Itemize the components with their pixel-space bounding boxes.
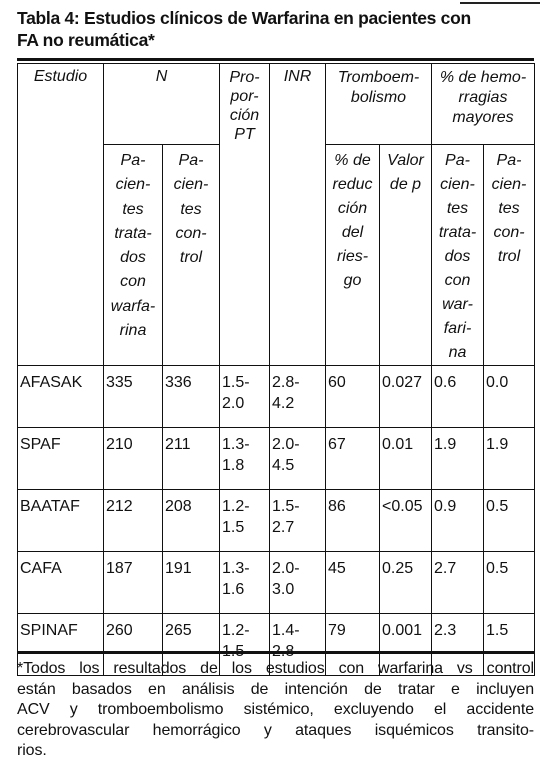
header-line: Valor [387,152,424,169]
range-line: 1.3- [222,560,250,577]
inr-cell [270,490,326,552]
p-value-cell: 0.25 [380,552,432,614]
header-line: Pa- [178,152,204,169]
header-line: rina [119,322,147,340]
bleeding-control-cell: 0.5 [484,552,535,614]
header-line: tes [498,200,520,217]
title-rule [17,58,534,61]
header-line: war- [442,296,473,313]
footnote-line: *Todos los resultados de los estudios con warfarina vs control [17,660,534,677]
range-line: 1.2- [222,622,250,639]
range-line: 1.4- [272,622,300,639]
study-name-cell: CAFA [18,552,104,614]
risk-reduction-cell: 79 [326,614,380,676]
range-line: 2.8- [272,374,300,391]
control-count-cell: 265 [163,614,220,676]
table-row [18,366,535,428]
study-name-cell: SPAF [18,428,104,490]
control-count-cell: 208 [163,490,220,552]
header-line: dos [120,249,146,267]
warfarin-trials-table [17,63,535,676]
bleeding-control-cell: 0.5 [484,490,535,552]
header-line: % de [334,152,371,169]
bleeding-treated-cell: 2.3 [432,614,484,676]
bleeding-control-cell: 1.9 [484,428,535,490]
header-line: del [341,224,364,241]
header-line: PT [234,126,255,143]
header-line: con [120,273,146,291]
footnote-line: cerebrovascular hemorrágico y ataques isquémicos transito- [17,721,534,739]
header-estudio: Estudio [18,64,104,366]
header-tromboembolismo [326,64,432,145]
footnote-line: están basados en análisis de intención de tratar e incluyen [17,680,534,698]
range-line: 1.6 [222,581,245,598]
table-row [18,428,535,490]
footnote [17,659,534,762]
header-line: de p [389,176,422,193]
header-row-1 [18,64,535,145]
range-line: 2.0- [272,560,300,577]
header-hemorragias [432,64,535,145]
header-tratados [104,145,163,366]
bleeding-control-cell: 1.5 [484,614,535,676]
risk-reduction-cell: 45 [326,552,380,614]
header-control [163,145,220,366]
range-line: 1.5- [222,374,250,391]
inr-cell [270,428,326,490]
risk-reduction-cell: 67 [326,428,380,490]
header-line: cien- [491,176,527,193]
table-title-line-1: Tabla 4: Estudios clínicos de Warfarina en pacientes con [17,8,471,28]
header-line: Pa- [496,152,522,169]
top-rule [460,2,540,4]
inr-cell [270,366,326,428]
header-hem-control [484,145,535,366]
risk-reduction-cell: 60 [326,366,380,428]
risk-reduction-cell: 86 [326,490,380,552]
bleeding-treated-cell: 0.9 [432,490,484,552]
range-line: 4.2 [272,395,295,412]
header-line: Tromboem- [337,69,420,86]
header-line: ción [337,200,368,217]
header-proporcion-pt [220,64,270,366]
pt-ratio-cell [220,366,270,428]
range-line: 1.5- [272,498,300,515]
header-line: fari- [443,320,472,337]
range-line: 2.0 [222,395,245,412]
header-line: Pa- [445,152,470,169]
control-count-cell: 336 [163,366,220,428]
bleeding-treated-cell: 2.7 [432,552,484,614]
header-line: ción [229,107,260,124]
p-value-cell: 0.001 [380,614,432,676]
treated-count-cell: 212 [104,490,163,552]
treated-count-cell: 187 [104,552,163,614]
range-line: 4.5 [272,457,295,474]
range-line: 1.3- [222,436,250,453]
treated-count-cell: 260 [104,614,163,676]
header-line: warfa- [110,297,156,315]
pt-ratio-cell [220,490,270,552]
treated-count-cell: 210 [104,428,163,490]
header-line: cien- [115,176,151,194]
range-line: 2.0- [272,436,300,453]
header-line: ries- [336,248,369,265]
header-line: con [444,272,471,289]
header-line: tes [122,200,144,218]
header-line: dos [444,248,471,265]
range-line: 3.0 [272,581,295,598]
header-line: trol [179,249,203,267]
table-row [18,490,535,552]
p-value-cell: 0.01 [380,428,432,490]
footnote-line: ACV y tromboembolismo sistémico, excluyendo el accidente [17,701,534,718]
header-line: mayores [452,109,514,126]
header-reduccion [326,145,380,366]
range-line: 1.8 [222,457,245,474]
header-line: bolismo [350,89,407,106]
header-line: reduc [332,176,373,193]
header-line: % de hemo- [439,69,527,86]
header-line: con- [175,224,207,242]
p-value-cell: 0.027 [380,366,432,428]
bottom-rule [17,651,534,654]
table-title-line-2: FA no reumática* [17,30,155,50]
header-hem-tratados [432,145,484,366]
pt-ratio-cell [220,428,270,490]
footnote-line: rios. [17,742,47,759]
header-line: cien- [173,176,209,194]
range-line: 1.5 [222,519,245,536]
header-line: rragias [458,89,508,106]
table-title [17,7,532,51]
header-line: tes [446,200,469,217]
study-name-cell: BAATAF [18,490,104,552]
table-body [18,366,535,676]
control-count-cell: 211 [163,428,220,490]
header-line: por- [230,88,259,105]
p-value-cell: <0.05 [380,490,432,552]
range-line: 2.7 [272,519,295,536]
inr-cell [270,552,326,614]
header-line: tes [180,200,202,218]
header-n: N [104,64,220,145]
pt-ratio-cell [220,552,270,614]
bleeding-treated-cell: 1.9 [432,428,484,490]
table-row [18,552,535,614]
bleeding-treated-cell: 0.6 [432,366,484,428]
range-line: 1.2- [222,498,250,515]
header-line: Pro- [229,69,260,86]
header-valor-p [380,145,432,366]
control-count-cell: 191 [163,552,220,614]
bleeding-control-cell: 0.0 [484,366,535,428]
header-line: con- [493,224,525,241]
treated-count-cell: 335 [104,366,163,428]
header-line: trata- [114,224,152,242]
header-line: trol [497,248,521,265]
header-inr: INR [270,64,326,366]
header-line: cien- [440,176,475,193]
study-name-cell: AFASAK [18,366,104,428]
study-name-cell: SPINAF [18,614,104,676]
header-line: na [448,344,467,361]
header-line: Pa- [120,152,146,169]
header-line: go [343,272,362,289]
header-line: trata- [438,224,477,241]
